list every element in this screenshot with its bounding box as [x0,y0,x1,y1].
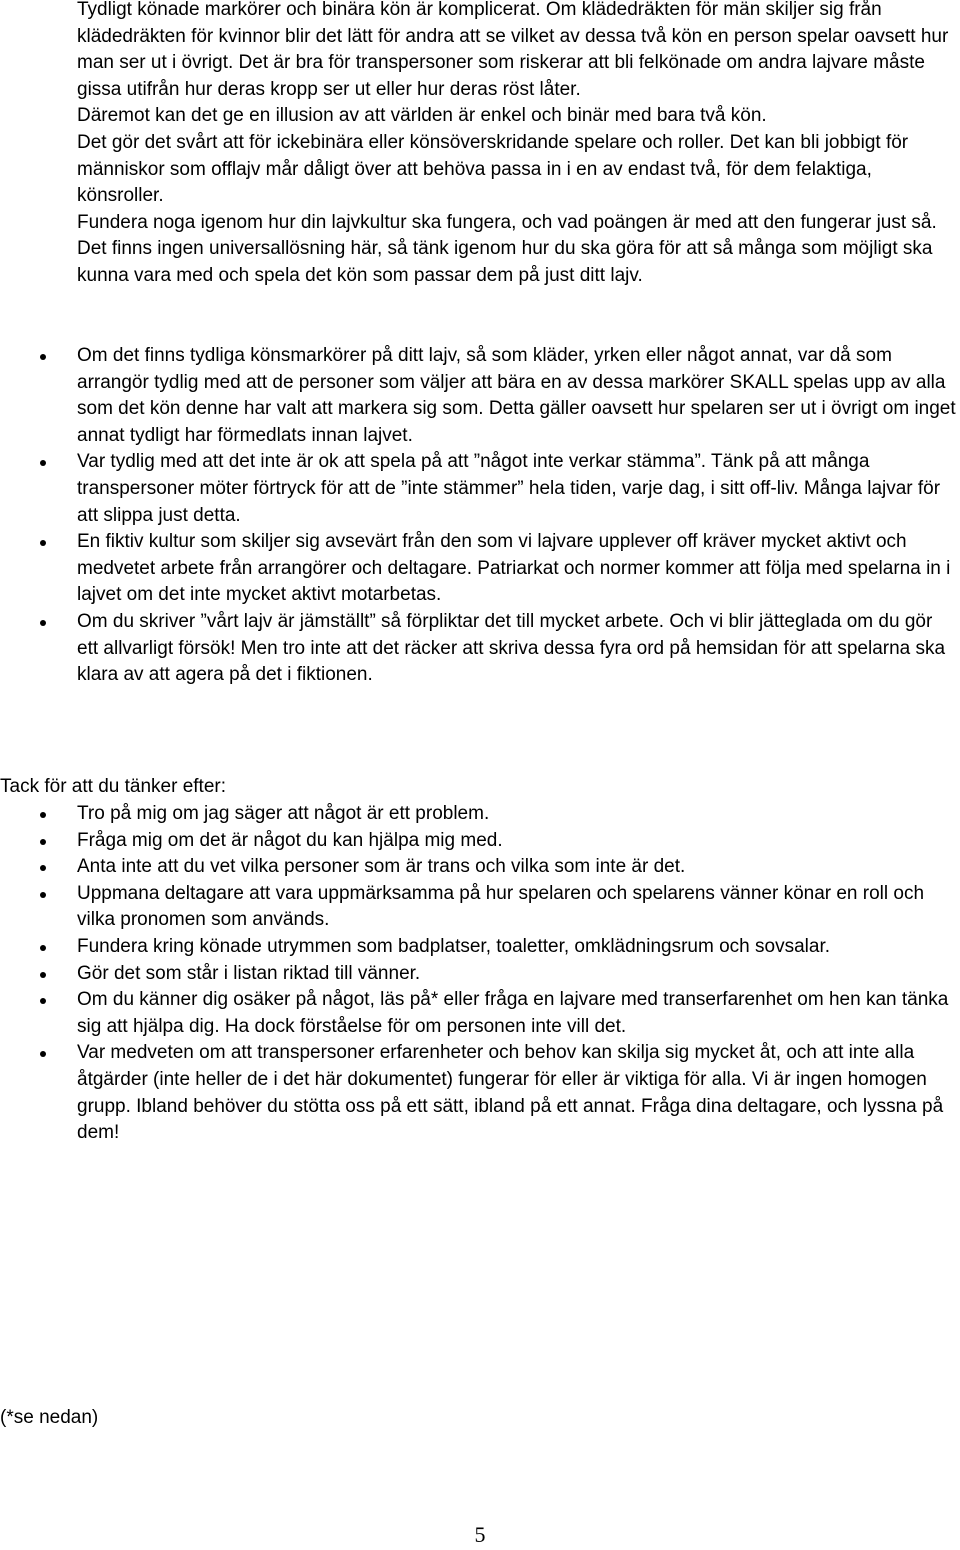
bullet-icon [40,460,46,466]
list-item: Var medveten om att transpersoner erfarenheter och behov kan skilja sig mycket åt, och att inte alla åtgärder (inte heller de i det här dokumentet) fungerar för eller är viktiga för alla. Vi är ingen homogen grupp. Ibland behöver du stötta oss på ett sätt, ibland på ett annat. Fråga dina deltagare, och lyssna på dem! [0,1040,957,1146]
paragraph: Det gör det svårt att för ickebinära eller könsöverskridande spelare och roller. Det kan bli jobbigt för människor som offlajv mår dåligt över att behöva passa in i en av endast två, för dem felaktiga, könsroller. [77,131,909,207]
list-item: Gör det som står i listan riktad till vänner. [0,961,957,988]
bullet-icon [40,812,46,818]
paragraph: Däremot kan det ge en illusion av att världen är enkel och binär med bara två kön. [77,105,767,127]
footnote-reference: (*se nedan) [0,1407,99,1428]
bullet-list-arranger [0,343,960,689]
bullet-icon [40,892,46,898]
list-item: Anta inte att du vet vilka personer som är trans och vilka som inte är det. [0,854,957,881]
continuation-text [77,0,957,290]
list-item: Tro på mig om jag säger att något är ett problem. [0,801,957,828]
bullet-icon [40,972,46,978]
list-item: Uppmana deltagare att vara uppmärksamma på hur spelaren och spelarens vänner könar en roll och vilka pronomen som används. [0,881,957,934]
paragraph: Fundera noga igenom hur din lajvkultur ska fungera, och vad poängen är med att den fungerar just så. Det finns ingen universallösning här, så tänk igenom hur du ska göra för att så många som möjligt ska kunna vara med och spela det kön som passar dem på just ditt lajv. [77,211,937,286]
page-number: 5 [474,1522,486,1547]
bullet-icon [40,620,46,626]
list-item: Om du skriver ”vårt lajv är jämställt” så förpliktar det till mycket arbete. Och vi blir jätteglada om du gör ett allvarligt försök! Men tro inte att det räcker att skriva dessa fyra ord på hemsidan för att spelarna ska klara av att agera på det i fiktionen. [0,609,957,689]
bullet-icon [40,998,46,1004]
bullet-icon [40,1051,46,1057]
section-heading: Tack för att du tänker efter: [0,776,226,797]
list-item: Om det finns tydliga könsmarkörer på ditt lajv, så som kläder, yrken eller något annat, var då som arrangör tydlig med att de personer som väljer att bära en av dessa markörer SKALL spelas upp av alla som det kön denne har valt att markera sig som. Detta gäller oavsett hur spelaren ser ut i övrigt om inget annat tydligt har förmedlats innan lajvet. [0,343,957,449]
list-item: Var tydlig med att det inte är ok att spela på att ”något inte verkar stämma”. Tänk på att många transpersoner möter förtryck för att de ”inte stämmer” hela tiden, varje dag, i sitt off-liv. Många lajvar för att slippa just detta. [0,449,957,529]
list-item: Fundera kring könade utrymmen som badplatser, toaletter, omklädningsrum och sovsalar. [0,934,957,961]
bullet-icon [40,945,46,951]
bullet-icon [40,354,46,360]
bullet-icon [40,540,46,546]
list-item: En fiktiv kultur som skiljer sig avsevärt från den som vi lajvare upplever off kräver mycket aktivt och medvetet arbete från arrangörer och deltagare. Patriarkat och normer kommer att följa med spelarna in i lajvet om det inte mycket aktivt motarbetas. [0,529,957,609]
list-item: Om du känner dig osäker på något, läs på* eller fråga en lajvare med transerfarenhet om hen kan tänka sig att hjälpa dig. Ha dock förståelse för om personen inte vill det. [0,987,957,1040]
paragraph: Tydligt könade markörer och binära kön är komplicerat. Om klädedräkten för män skiljer sig från klädedräkten för kvinnor blir det lätt för andra att se vilket av dessa två kön en person spelar oavsett hur man ser ut i övrigt. Det är bra för transpersoner som riskerar att bli felkönade om andra lajvare måste gissa utifrån hur deras kropp ser ut eller hur deras röst låter. [77,0,949,100]
bullet-list-thanks [0,801,960,1147]
bullet-icon [40,839,46,845]
list-item: Fråga mig om det är något du kan hjälpa mig med. [0,828,957,855]
bullet-icon [40,865,46,871]
